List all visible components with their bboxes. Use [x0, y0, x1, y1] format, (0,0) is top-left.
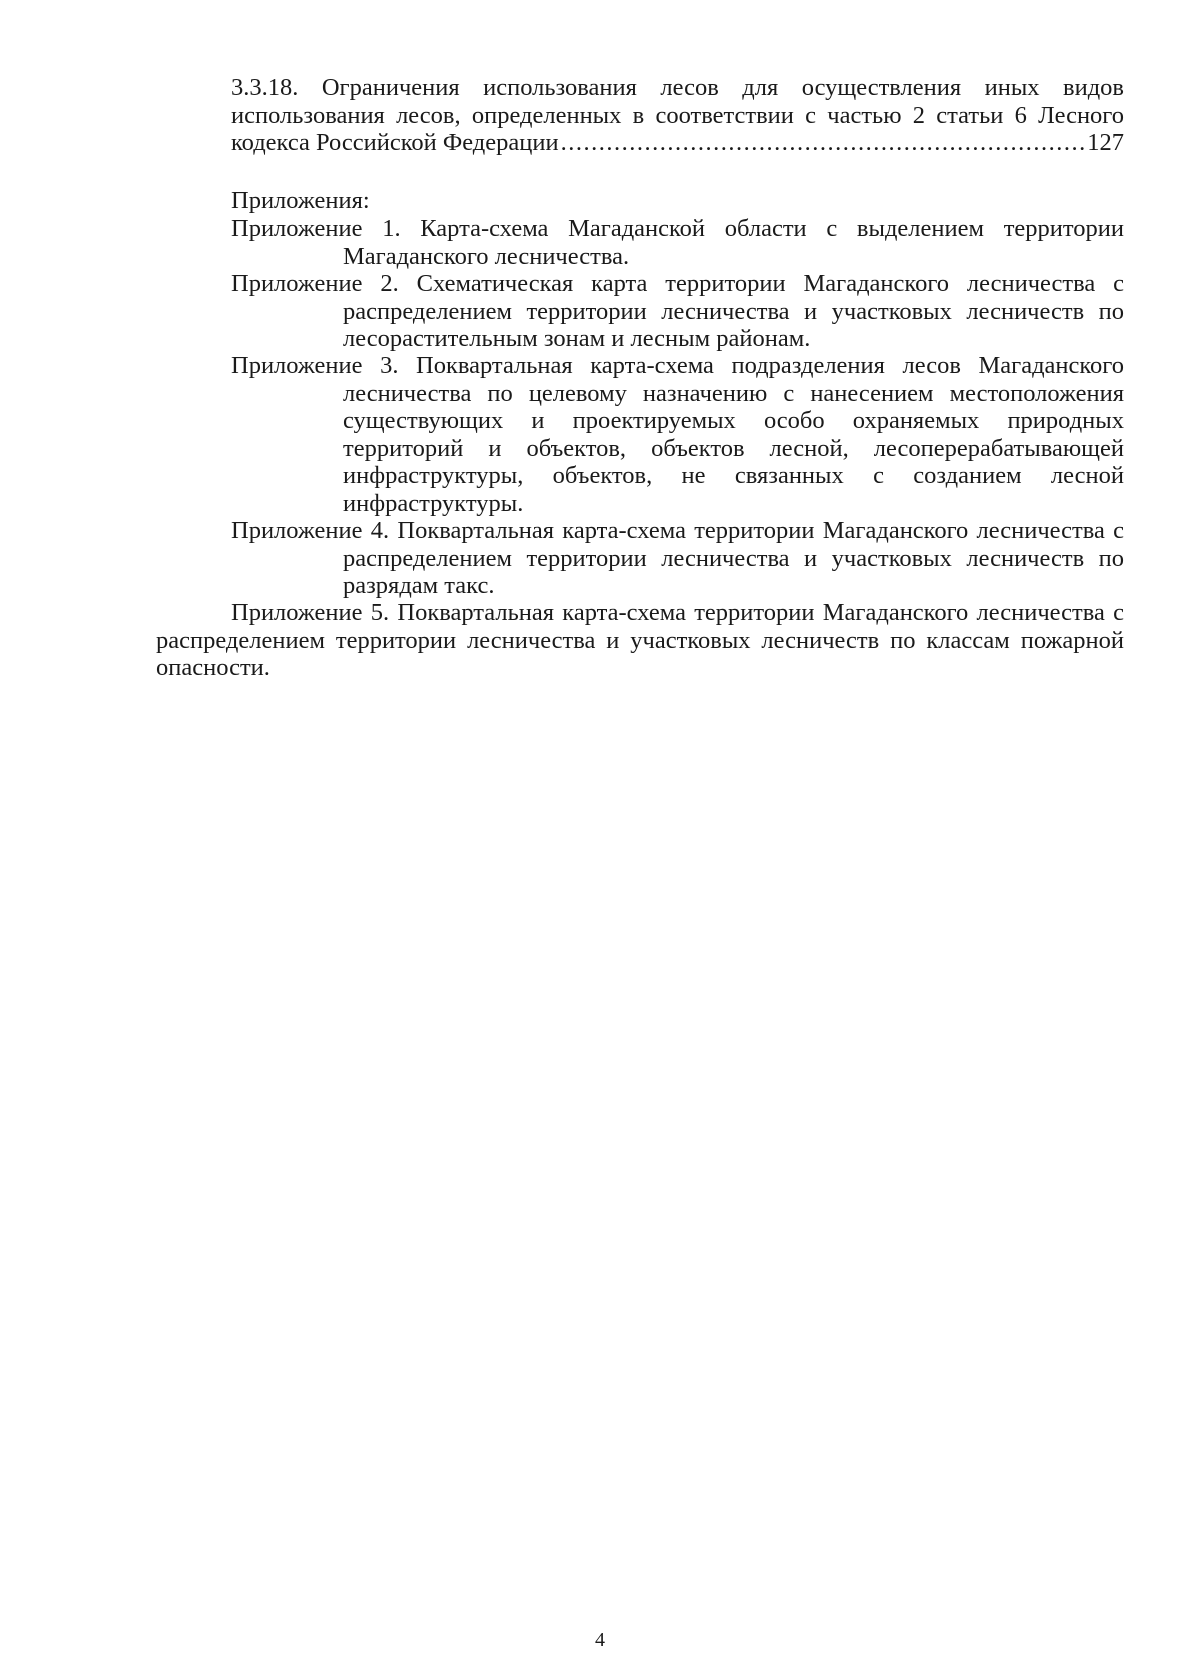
toc-dot-leader — [561, 129, 1086, 157]
toc-entry-3-3-18 — [231, 74, 1124, 157]
page-number: 4 — [595, 1629, 605, 1651]
appendix-item-1: Приложение 1. Карта-схема Магаданской области с выделением территории Магаданского лесничества. — [231, 215, 1124, 270]
toc-entry-title-end: кодекса Российской Федерации — [231, 129, 559, 156]
appendices-heading: Приложения: — [231, 187, 370, 214]
toc-page-number: 127 — [1087, 129, 1124, 156]
toc-entry-line-2: использования лесов, определенных в соответствии с частью 2 статьи 6 Лесного — [231, 101, 1124, 129]
toc-entry-line-3 — [231, 129, 1124, 157]
appendix-item-2: Приложение 2. Схематическая карта территории Магаданского лесничества с распределением территории лесничества и участковых лесничеств по лесорастительным зонам и лесным районам. — [231, 270, 1124, 352]
toc-entry-line-1: 3.3.18. Ограничения использования лесов для осуществления иных видов — [231, 74, 1124, 101]
appendix-item-4: Приложение 4. Поквартальная карта-схема территории Магаданского лесничества с распределением территории лесничества и участковых лесничеств по разрядам такс. — [231, 517, 1124, 599]
appendix-item-3: Приложение 3. Поквартальная карта-схема подразделения лесов Магаданского лесничества по целевому назначению с нанесением местоположения существующих и проектируемых особо охраняемых природных территорий и объектов, объектов лесной, лесоперерабатывающей инфраструктуры, объектов, не связанных с созданием лесной инфраструктуры. — [231, 352, 1124, 517]
appendix-item-5: Приложение 5. Поквартальная карта-схема территории Магаданского лесничества с распределением территории лесничества и участковых лесничеств по классам пожарной опасности. — [156, 599, 1124, 681]
